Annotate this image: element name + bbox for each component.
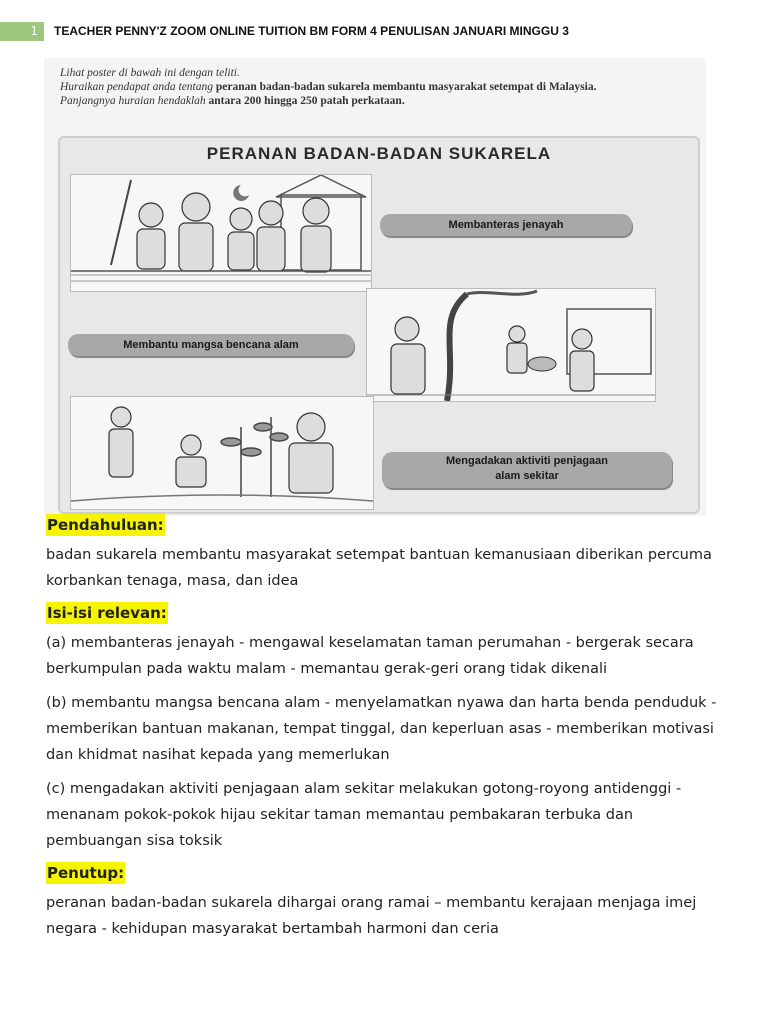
closing-heading: Penutup: — [47, 864, 125, 882]
instruction-line-3-bold: antara 200 hingga 250 patah perkataan. — [208, 95, 405, 107]
instructions — [60, 66, 700, 108]
patrol-illustration — [71, 175, 371, 291]
scanned-question — [44, 58, 706, 516]
section-intro — [46, 514, 726, 594]
instruction-line-2-bold: peranan badan-badan sukarela membantu masyarakat setempat di Malaysia. — [215, 81, 597, 93]
header-title: TEACHER PENNY'Z ZOOM ONLINE TUITION BM FORM 4 PENULISAN JANUARI MINGGU 3 — [54, 24, 569, 38]
caption-disaster-text: Membantu mangsa bencana alam — [123, 339, 299, 351]
instruction-line-3 — [60, 94, 700, 108]
caption-disaster — [68, 334, 354, 356]
point-c: (c) mengadakan aktiviti penjagaan alam sekitar melakukan gotong-royong antidenggi - menanam pokok-pokok hijau sekitar taman memantau pembakaran terbuka dan pembuangan sisa toksik — [46, 781, 682, 849]
instruction-line-3-pre: Panjangnya huraian hendaklah — [60, 95, 206, 107]
caption-environment-line-2: alam sekitar — [495, 470, 559, 482]
instruction-line-2 — [60, 80, 700, 94]
point-a: (a) membanteras jenayah - mengawal keselamatan taman perumahan - bergerak secara berkumpulan pada waktu malam - memantau gerak-geri orang tidak dikenali — [46, 635, 694, 677]
illustration-environment-panel — [70, 396, 374, 510]
caption-crime-text: Membanteras jenayah — [448, 219, 564, 231]
intro-heading: Pendahuluan: — [47, 516, 164, 534]
illustration-disaster-panel — [366, 288, 656, 402]
illustration-patrol-panel — [70, 174, 372, 292]
caption-environment-line-1: Mengadakan aktiviti penjagaan — [446, 455, 608, 467]
section-points — [46, 602, 726, 854]
poster — [58, 136, 700, 514]
page-header — [0, 22, 768, 42]
points-heading: Isi-isi relevan: — [47, 604, 167, 622]
disaster-illustration — [367, 289, 655, 401]
section-closing — [46, 862, 726, 942]
environment-illustration — [71, 397, 373, 509]
closing-text: peranan badan-badan sukarela dihargai orang ramai – membantu kerajaan menjaga imej negara - kehidupan masyarakat bertambah harmoni dan ceria — [46, 895, 697, 937]
caption-crime — [380, 214, 632, 236]
point-b: (b) membantu mangsa bencana alam - menyelamatkan nyawa dan harta benda penduduk - memberikan bantuan makanan, tempat tinggal, dan keperluan asas - memberikan motivasi dan khidmat nasihat kepada yang memerlukan — [46, 695, 717, 763]
intro-text: badan sukarela membantu masyarakat setempat bantuan kemanusiaan diberikan percuma korbankan tenaga, masa, dan idea — [46, 547, 712, 589]
page-number: 1 — [0, 22, 44, 41]
answer-notes — [46, 514, 726, 950]
caption-environment — [382, 452, 672, 488]
poster-title: PERANAN BADAN-BADAN SUKARELA — [206, 144, 552, 163]
instruction-line-1: Lihat poster di bawah ini dengan teliti. — [60, 67, 240, 79]
instruction-line-2-pre: Huraikan pendapat anda tentang — [60, 81, 213, 93]
